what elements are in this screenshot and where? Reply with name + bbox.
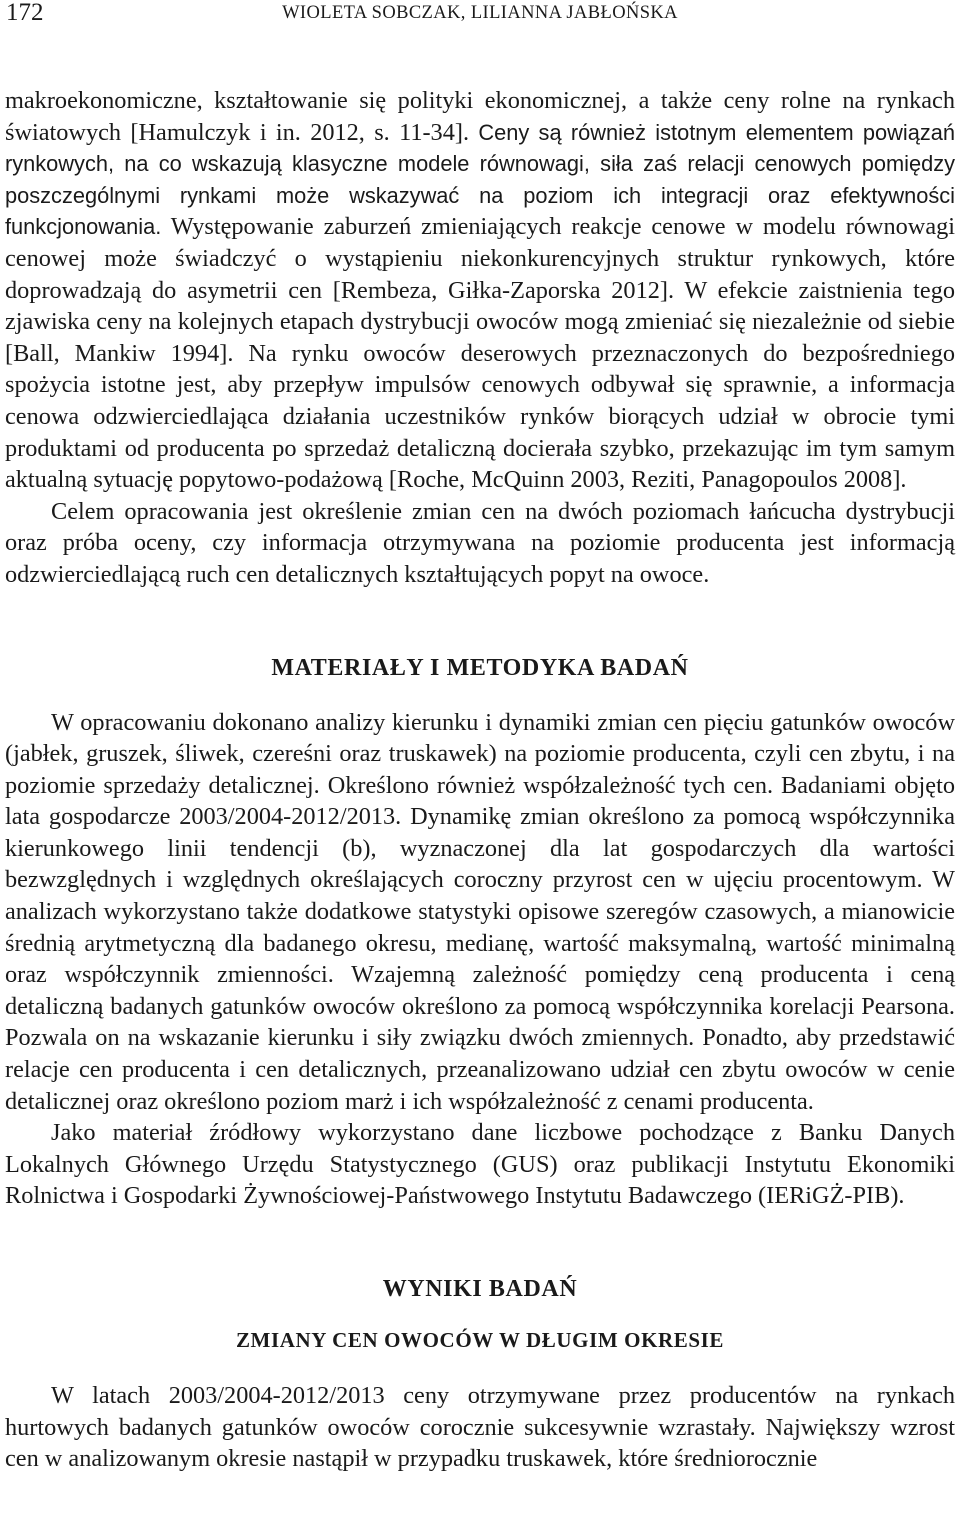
paragraph-text-a: makroekonomiczne, kształtowanie się polityki ekonomicznej, a także ceny rolne na rynkach światowych [Hamulczyk i in. 2012, s. 11-34]. xyxy=(5,87,955,146)
paragraph-text-b-sans: Ceny są również istotnym elementem powiązań rynkowych, na co wskazują klasyczne modele równowagi, siła zaś relacji cenowych pomiędzy poszczególnymi rynkami może wskazywać na poziom ich integracji oraz efektywności funkcjonowania. xyxy=(5,119,956,240)
page-number: 172 xyxy=(6,0,44,26)
section-heading-results: WYNIKI BADAŃ xyxy=(382,1276,578,1302)
subsection-heading-price-changes: ZMIANY CEN OWOCÓW W DŁUGIM OKRESIE xyxy=(235,1328,725,1352)
paragraph-text-c: Występowanie zaburzeń zmieniających reakcje cenowe w modelu równowagi cenowej może świadczyć o wystąpieniu niekonkurencyjnych struktur rynkowych, które doprowadzają do asymetrii cen [Rembeza, Giłka-Zaporska 2012]. W efekcie zaistnienia tego zjawiska ceny na kolejnych etapach dystrybucji owoców mogą zmieniać się niezależnie od siebie [Ball, Mankiw 1994]. Na rynku owoców deserowych przeznaczonych do bezpośredniego spożycia istotne jest, aby przepływ impulsów cenowych odbywał się sprawnie, a informacja cenowa odzwierciedlająca działania uczestników rynków biorących udział w obrocie tymi produktami od producenta po sprzedaż detaliczną docierała szybko, przekazując im tym samym aktualną sytuację popytowo-podażową [Roche, McQuinn 2003, Reziti, Panagopoulos 2008]. xyxy=(5,213,955,494)
article-body xyxy=(5,85,955,1475)
page-header xyxy=(0,0,960,30)
paragraph-sources: Jako materiał źródłowy wykorzystano dane liczbowe pochodzące z Banku Danych Lokalnych Głównego Urzędu Statystycznego (GUS) oraz publikacji Instytutu Ekonomiki Rolnictwa i Gospodarki Żywnościowej-Państwowego Instytutu Badawczego (IERiGŻ-PIB). xyxy=(5,1119,955,1210)
paragraph-intro-continued xyxy=(5,85,955,496)
running-head-authors: WIOLETA SOBCZAK, LILIANNA JABŁOŃSKA xyxy=(282,3,678,23)
paragraph-results: W latach 2003/2004-2012/2013 ceny otrzymywane przez producentów na rynkach hurtowych badanych gatunków owoców corocznie sukcesywnie wzrastały. Największy wzrost cen w analizowanym okresie nastąpił w przypadku truskawek, które średniorocznie xyxy=(5,1382,955,1473)
section-heading-materials: MATERIAŁY I METODYKA BADAŃ xyxy=(271,654,689,681)
paragraph-objective: Celem opracowania jest określenie zmian cen na dwóch poziomach łańcucha dystrybucji oraz próba oceny, czy informacja otrzymywana na poziomie producenta jest informacją odzwierciedlającą ruch cen detalicznych kształtujących popyt na owoce. xyxy=(5,497,955,588)
paragraph-methodology: W opracowaniu dokonano analizy kierunku i dynamiki zmian cen pięciu gatunków owoców (jabłek, gruszek, śliwek, czereśni oraz truskawek) na poziomie producenta, czyli cen zbytu, i na poziomie sprzedaży detalicznej. Określono również współzależność tych cen. Badaniami objęto lata gospodarcze 2003/2004-2012/2013. Dynamikę zmian określono za pomocą współczynnika kierunkowego linii tendencji (b), wyznaczonej dla lat gospodarczych dla wartości bezwzględnych i względnych określających coroczny przyrost cen w ujęciu procentowym. W analizach wykorzystano także dodatkowe statystyki opisowe szeregów czasowych, a mianowicie średnią arytmetyczną dla badanego okresu, medianę, wartość maksymalną, wartość minimalną oraz współczynnik zmienności. Wzajemną zależność pomiędzy ceną producenta i ceną detaliczną badanych gatunków owoców określono za pomocą współczynnika korelacji Pearsona. Pozwala on na wskazanie kierunku i siły związku dwóch zmiennych. Ponadto, aby przedstawić relacje cen producenta i cen detalicznych, przeanalizowano udział cen zbytu owoców w cenie detalicznej oraz określono poziom marż i ich współzależność z cenami producenta. xyxy=(5,708,955,1115)
